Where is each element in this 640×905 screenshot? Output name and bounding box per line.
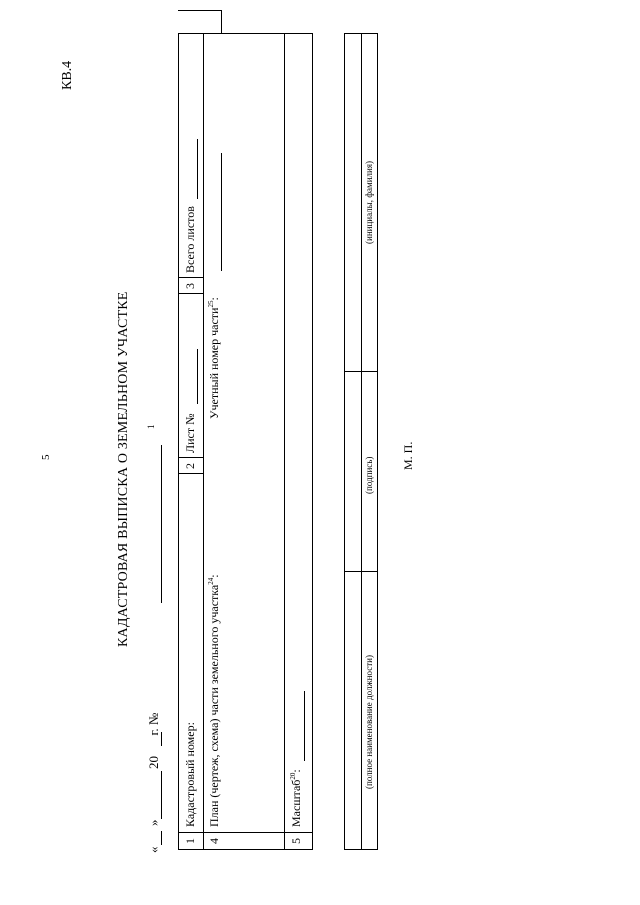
row-2-number: 2 — [183, 463, 197, 469]
signature-table — [344, 33, 378, 850]
name-field[interactable] — [345, 34, 361, 371]
scale-label: Масштаб$^{20}$: — [289, 769, 303, 827]
extract-table — [178, 33, 313, 850]
date-month-field[interactable] — [161, 771, 162, 819]
cadastral-continuation-line[interactable] — [221, 11, 222, 33]
date-day-field[interactable] — [161, 831, 162, 845]
row-5-number: 5 — [289, 838, 303, 844]
position-field[interactable] — [345, 572, 361, 849]
position-caption: (полное наименование должности) — [364, 655, 374, 789]
stamp-placeholder: М. П. — [401, 441, 415, 470]
plan-drawing-area[interactable] — [229, 35, 283, 832]
date-footnote: 1 — [146, 424, 156, 429]
page-number: 5 — [40, 454, 52, 460]
signature-caption: (подпись) — [364, 456, 374, 494]
document-title: КАДАСТРОВАЯ ВЫПИСКА О ЗЕМЕЛЬНОМ УЧАСТКЕ — [116, 291, 131, 647]
row-4-number: 4 — [207, 838, 221, 844]
part-number-field[interactable] — [221, 153, 222, 271]
right-continuation-line[interactable] — [178, 10, 222, 11]
date-close-quote: » — [146, 819, 161, 826]
form-code: КВ.4 — [60, 60, 75, 90]
date-year-field[interactable] — [161, 732, 162, 746]
cadastral-number-field[interactable] — [181, 479, 201, 689]
plan-label: План (чертеж, схема) части земельного участка$^{24}$: — [207, 574, 221, 827]
date-line — [146, 713, 162, 853]
year-suffix: г. № — [146, 712, 161, 736]
document-number-field[interactable] — [161, 445, 162, 603]
name-caption: (инициалы, фамилия) — [364, 161, 374, 244]
row-3-number: 3 — [183, 283, 197, 289]
sheet-number-field[interactable] — [197, 349, 198, 404]
sheet-number-label: Лист № — [183, 413, 197, 453]
date-open-quote: « — [146, 846, 161, 853]
total-sheets-label: Всего листов — [183, 206, 197, 273]
scale-footnote: 20 — [289, 772, 297, 780]
year-prefix: 20 — [146, 756, 161, 769]
plan-footnote: 24 — [207, 577, 215, 585]
row-1-number: 1 — [183, 838, 197, 844]
signature-field[interactable] — [345, 372, 361, 571]
total-sheets-field[interactable] — [197, 139, 198, 199]
scale-field[interactable] — [304, 691, 305, 761]
part-number-label: Учетный номер части$^{25}$: — [207, 297, 221, 419]
part-number-footnote: 25 — [207, 300, 215, 308]
cadastral-number-label: Кадастровый номер: — [183, 722, 197, 827]
